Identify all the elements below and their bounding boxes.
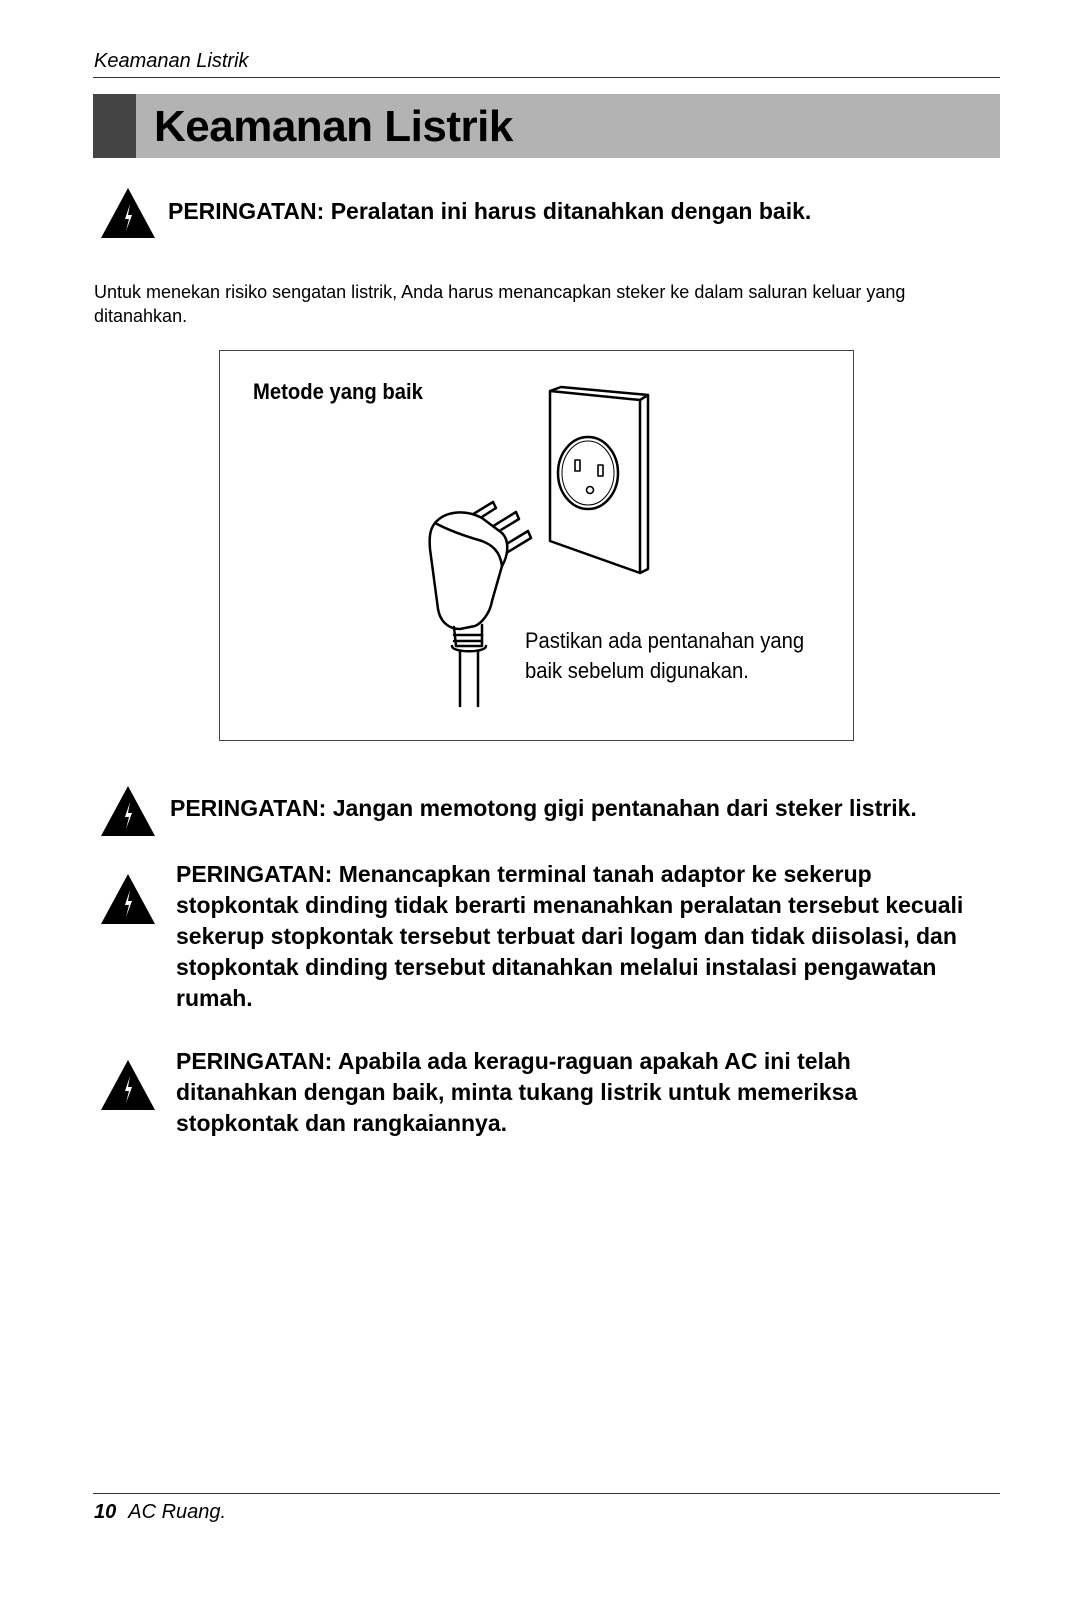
title-bar: [93, 94, 1000, 158]
running-header: Keamanan Listrik: [94, 50, 249, 72]
electric-shock-warning-icon: [99, 1058, 157, 1112]
footer: [94, 1501, 226, 1524]
warning-heading-1: PERINGATAN: Peralatan ini harus ditanahkan dengan baik.: [168, 198, 812, 224]
footer-doc-title: AC Ruang.: [128, 1501, 227, 1523]
electric-shock-warning-icon: [99, 872, 157, 926]
figure-label: Metode yang baik: [253, 379, 423, 404]
warning-heading-2: PERINGATAN: Jangan memotong gigi pentanahan dari steker listrik.: [170, 795, 917, 821]
warning-heading-4: PERINGATAN: Apabila ada keragu-raguan apakah AC ini telah ditanahkan dengan baik, minta tukang listrik untuk memeriksa stopkontak dan rangkaiannya.: [176, 1048, 858, 1136]
electric-shock-warning-icon: [99, 784, 157, 838]
header-rule: [93, 77, 1000, 78]
electric-shock-warning-icon: [99, 186, 157, 240]
footer-rule: [93, 1493, 1000, 1494]
three-prong-plug-icon: [430, 502, 531, 706]
figure-box: [219, 350, 854, 741]
intro-paragraph: Untuk menekan risiko sengatan listrik, Anda harus menancapkan steker ke dalam saluran keluar yang ditanahkan.: [94, 282, 906, 326]
title-accent-block: [93, 94, 136, 158]
figure-caption: Pastikan ada pentanahan yang baik sebelum digunakan.: [525, 628, 805, 683]
page-title: Keamanan Listrik: [154, 102, 513, 151]
wall-outlet-icon: [550, 387, 648, 573]
warning-heading-3: PERINGATAN: Menancapkan terminal tanah adaptor ke sekerup stopkontak dinding tidak berarti menanahkan peralatan tersebut kecuali sekerup stopkontak tersebut terbuat dari logam dan tidak diisolasi, dan stopkontak dinding tersebut ditanahkan melalui instalasi pengawatan rumah.: [176, 861, 964, 1011]
page-number: 10: [94, 1501, 117, 1523]
